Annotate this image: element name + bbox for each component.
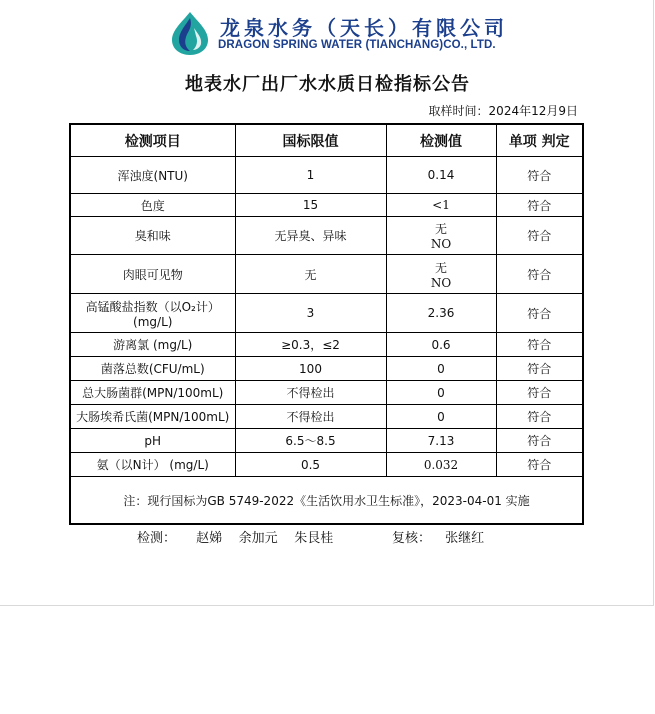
table-row	[70, 405, 583, 429]
table-row	[70, 217, 583, 255]
table-row	[70, 381, 583, 405]
value-cell: 0	[386, 381, 496, 405]
item-cell: 总大肠菌群(MPN/100mL)	[70, 381, 235, 405]
value-line-secondary: NO	[430, 237, 452, 251]
value-cell: <1	[386, 194, 496, 217]
verdict-cell: 符合	[496, 333, 583, 357]
verdict-cell: 符合	[496, 157, 583, 194]
reviewer-signature	[392, 527, 484, 546]
page-title: 地表水厂出厂水水质日检指标公告	[185, 74, 470, 95]
table-row	[70, 333, 583, 357]
limit-cell: 不得检出	[235, 381, 386, 405]
verdict-cell: 符合	[496, 381, 583, 405]
sample-date: 取样时间：2024年12月9日	[428, 104, 578, 118]
item-cell: 大肠埃希氏菌(MPN/100mL)	[70, 405, 235, 429]
verdict-cell: 符合	[496, 429, 583, 453]
company-name-en: DRAGON SPRING WATER (TIANCHANG)CO., LTD.	[218, 39, 496, 51]
limit-cell: ≥0.3，≤2	[235, 333, 386, 357]
verdict-cell: 符合	[496, 357, 583, 381]
table-note-row	[70, 477, 583, 525]
item-cell: 游离氯 (mg/L)	[70, 333, 235, 357]
item-cell: 肉眼可见物	[70, 255, 235, 294]
value-line-secondary: NO	[430, 275, 452, 290]
table-header-row	[70, 124, 583, 157]
verdict-cell: 符合	[496, 405, 583, 429]
limit-cell: 6.5～8.5	[235, 429, 386, 453]
limit-cell: 0.5	[235, 453, 386, 477]
value-cell: 7.13	[386, 429, 496, 453]
limit-cell: 无	[235, 255, 386, 294]
value-cell: 0.14	[386, 157, 496, 194]
table-row	[70, 157, 583, 194]
reviewer-name: 张继红	[445, 531, 485, 546]
value-line: 无	[434, 222, 447, 236]
company-name-cn: 龙泉水务（天长）有限公司	[220, 16, 508, 40]
header-value: 检测值	[386, 124, 496, 157]
verdict-cell: 符合	[496, 294, 583, 333]
limit-cell: 15	[235, 194, 386, 217]
value-cell	[386, 255, 496, 294]
table-row	[70, 429, 583, 453]
water-quality-table	[69, 123, 584, 525]
value-cell: 0.6	[386, 333, 496, 357]
verdict-cell: 符合	[496, 217, 583, 255]
value-line: 无	[434, 260, 447, 275]
item-cell: 臭和味	[70, 217, 235, 255]
verdict-cell: 符合	[496, 255, 583, 294]
header-item: 检测项目	[70, 124, 235, 157]
table-row	[70, 453, 583, 477]
item-cell: pH	[70, 429, 235, 453]
verdict-cell: 符合	[496, 453, 583, 477]
value-cell	[386, 217, 496, 255]
item-cell: 高锰酸盐指数（以O₂计）(mg/L)	[70, 294, 235, 333]
value-cell: 2.36	[386, 294, 496, 333]
inspect-label: 检测：	[137, 531, 177, 546]
inspector-signature	[137, 527, 333, 546]
water-drop-logo-icon	[168, 10, 214, 56]
item-cell: 菌落总数(CFU/mL)	[70, 357, 235, 381]
inspector-names: 赵娣 余加元 朱艮桂	[196, 531, 334, 546]
company-logo	[168, 10, 508, 58]
value-cell: 0.032	[386, 453, 496, 477]
table-row	[70, 255, 583, 294]
limit-cell: 100	[235, 357, 386, 381]
review-label: 复核：	[392, 531, 432, 546]
limit-cell: 无异臭、异味	[235, 217, 386, 255]
value-cell: 0	[386, 357, 496, 381]
verdict-cell: 符合	[496, 194, 583, 217]
item-cell: 色度	[70, 194, 235, 217]
limit-cell: 1	[235, 157, 386, 194]
header-limit: 国标限值	[235, 124, 386, 157]
table-row	[70, 357, 583, 381]
value-cell: 0	[386, 405, 496, 429]
limit-cell: 3	[235, 294, 386, 333]
item-cell: 氨（以N计） (mg/L)	[70, 453, 235, 477]
table-row	[70, 294, 583, 333]
standard-note: 注：现行国标为GB 5749-2022《生活饮用水卫生标准》，2023-04-01 实施	[70, 477, 583, 525]
table-row	[70, 194, 583, 217]
item-cell: 浑浊度(NTU)	[70, 157, 235, 194]
limit-cell: 不得检出	[235, 405, 386, 429]
header-verdict: 单项 判定	[496, 124, 583, 157]
